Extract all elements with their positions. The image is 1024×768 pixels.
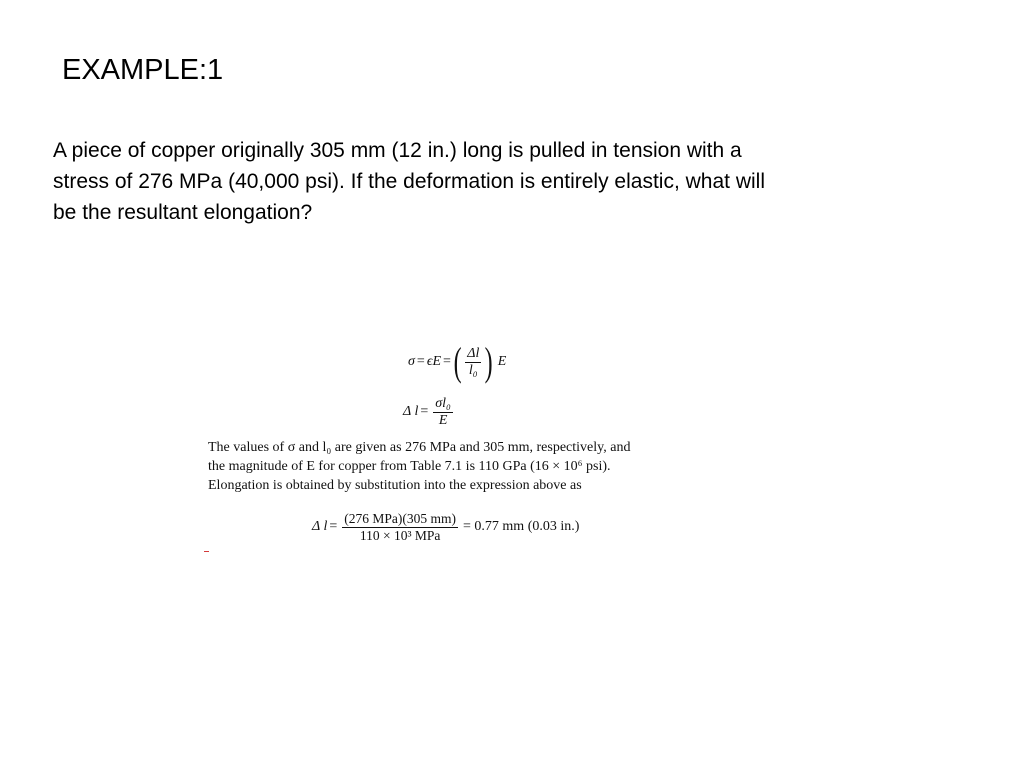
red-dash-mark xyxy=(204,551,209,552)
eq3-denominator: 110 × 10³ MPa xyxy=(359,527,441,543)
eq3-lhs: Δ l xyxy=(312,519,328,534)
eq3-numerator: (276 MPa)(305 mm) xyxy=(344,510,457,526)
problem-line: be the resultant elongation? xyxy=(53,201,313,224)
stress-equation xyxy=(408,336,748,388)
solution-paragraph xyxy=(208,438,720,495)
problem-line: stress of 276 MPa (40,000 psi). If the deformation is entirely elastic, what will xyxy=(53,170,765,193)
substitution-equation xyxy=(312,507,748,547)
solution-line: The values of σ and l₀ are given as 276 MPa and 305 mm, respectively, and xyxy=(208,440,631,455)
eq1-equals-2: = xyxy=(443,354,451,369)
solution-line: Elongation is obtained by substitution into the expression above as xyxy=(208,478,582,493)
solution-image xyxy=(208,336,748,547)
eq1-lhs: σ xyxy=(408,354,415,369)
open-paren-icon: ( xyxy=(453,339,462,384)
eq1-fraction xyxy=(465,346,481,379)
eq3-fraction xyxy=(342,511,458,544)
elongation-formula xyxy=(403,392,748,432)
eq3-equals: = xyxy=(329,519,338,534)
eq1-numerator: Δl xyxy=(467,345,480,361)
eq1-denominator: l₀ xyxy=(468,362,478,378)
eq2-lhs: Δ l xyxy=(403,404,419,419)
close-paren-icon: ) xyxy=(485,339,494,384)
eq1-equals: = xyxy=(416,354,425,369)
solution-line: the magnitude of E for copper from Table 7.1 is 110 GPa (16 × 10⁶ psi). xyxy=(208,459,611,474)
problem-statement xyxy=(53,135,873,228)
eq1-strain: ϵE xyxy=(426,354,442,369)
problem-line: A piece of copper originally 305 mm (12 in.) long is pulled in tension with a xyxy=(53,139,742,162)
eq1-rhs: E xyxy=(497,354,507,369)
eq2-denominator: E xyxy=(438,412,448,428)
eq2-numerator: σl₀ xyxy=(435,395,451,411)
eq3-result: = 0.77 mm (0.03 in.) xyxy=(463,519,580,534)
eq2-equals: = xyxy=(420,404,429,419)
slide-title: EXAMPLE:1 xyxy=(62,54,224,86)
eq2-fraction xyxy=(433,396,453,429)
